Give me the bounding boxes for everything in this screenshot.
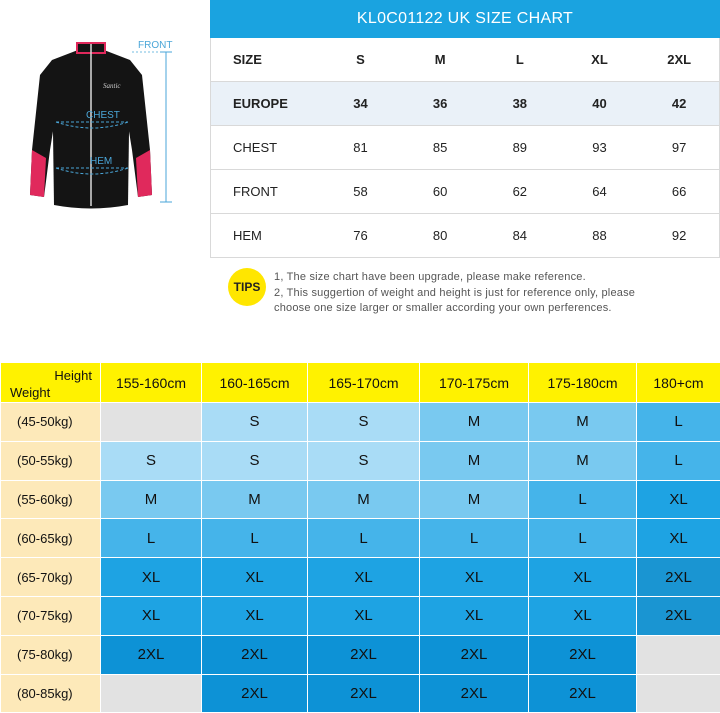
size-chart <box>210 0 720 258</box>
size-chart-cell: 93 <box>560 140 640 155</box>
weight-row <box>1 635 720 674</box>
size-chart-cell: 81 <box>321 140 401 155</box>
tips-badge: TIPS <box>228 268 266 306</box>
weight-row <box>1 403 720 442</box>
weight-label-cell: (80-85kg) <box>1 674 101 713</box>
size-recommendation-cell: XL <box>202 596 308 635</box>
size-recommendation-cell: L <box>420 519 529 558</box>
tips-text <box>274 270 714 317</box>
weight-label-cell: (60-65kg) <box>1 519 101 558</box>
size-recommendation-cell: XL <box>637 519 720 558</box>
size-recommendation-cell: M <box>202 480 308 519</box>
size-chart-cell: 58 <box>321 184 401 199</box>
weight-label-cell: (55-60kg) <box>1 480 101 519</box>
grid-corner <box>1 363 101 403</box>
size-chart-cell: 40 <box>560 96 640 111</box>
empty-cell <box>637 674 720 713</box>
size-recommendation-cell: XL <box>529 596 637 635</box>
size-chart-row <box>210 38 720 82</box>
jacket-illustration <box>0 30 210 215</box>
weight-label-cell: (50-55kg) <box>1 441 101 480</box>
size-recommendation-cell: M <box>101 480 202 519</box>
size-recommendation-cell: S <box>308 403 420 442</box>
size-chart-row-label: HEM <box>211 228 321 243</box>
size-chart-cell: S <box>321 52 401 67</box>
size-chart-cell: 84 <box>480 228 560 243</box>
weight-row <box>1 441 720 480</box>
size-recommendation-cell: M <box>529 403 637 442</box>
size-recommendation-cell: 2XL <box>529 635 637 674</box>
size-recommendation-cell: 2XL <box>420 635 529 674</box>
weight-label-cell: (65-70kg) <box>1 558 101 597</box>
size-recommendation-cell: S <box>101 441 202 480</box>
height-header-cell: 165-170cm <box>308 363 420 403</box>
size-recommendation-cell: XL <box>420 558 529 597</box>
size-recommendation-cell: L <box>202 519 308 558</box>
size-recommendation-cell: 2XL <box>202 674 308 713</box>
size-recommendation-cell: XL <box>101 558 202 597</box>
size-chart-row <box>210 82 720 126</box>
size-recommendation-cell: XL <box>308 558 420 597</box>
size-chart-row-label: EUROPE <box>211 96 321 111</box>
size-chart-cell: L <box>480 52 560 67</box>
size-chart-row-label: SIZE <box>211 52 321 67</box>
height-axis-label: Height <box>54 368 92 383</box>
size-chart-cell: 60 <box>400 184 480 199</box>
size-recommendation-cell: XL <box>420 596 529 635</box>
size-chart-cell: 76 <box>321 228 401 243</box>
size-chart-cell: 34 <box>321 96 401 111</box>
empty-cell <box>101 674 202 713</box>
size-recommendation-cell: 2XL <box>101 635 202 674</box>
tips-line-1: 1, The size chart have been upgrade, please make reference. <box>274 270 714 286</box>
size-recommendation-cell: L <box>637 441 720 480</box>
size-recommendation-cell: XL <box>202 558 308 597</box>
height-header-cell: 175-180cm <box>529 363 637 403</box>
weight-row <box>1 596 720 635</box>
weight-row <box>1 558 720 597</box>
height-weight-grid <box>0 362 720 713</box>
size-chart-cell: 42 <box>639 96 719 111</box>
height-header-row <box>1 363 720 403</box>
empty-cell <box>637 635 720 674</box>
weight-axis-label: Weight <box>10 385 50 400</box>
size-chart-cell: 85 <box>400 140 480 155</box>
size-chart-cell: 89 <box>480 140 560 155</box>
size-recommendation-cell: XL <box>529 558 637 597</box>
size-chart-row <box>210 126 720 170</box>
size-recommendation-cell: M <box>308 480 420 519</box>
size-recommendation-cell: M <box>420 480 529 519</box>
size-recommendation-cell: 2XL <box>637 558 720 597</box>
size-recommendation-cell: S <box>202 441 308 480</box>
size-recommendation-cell: S <box>202 403 308 442</box>
weight-label-cell: (45-50kg) <box>1 403 101 442</box>
height-header-cell: 170-175cm <box>420 363 529 403</box>
weight-label-cell: (70-75kg) <box>1 596 101 635</box>
size-recommendation-cell: 2XL <box>420 674 529 713</box>
size-chart-cell: 62 <box>480 184 560 199</box>
size-recommendation-cell: XL <box>308 596 420 635</box>
size-recommendation-cell: 2XL <box>529 674 637 713</box>
size-chart-cell: 38 <box>480 96 560 111</box>
size-chart-cell: 2XL <box>639 52 719 67</box>
size-chart-row <box>210 214 720 258</box>
weight-row <box>1 519 720 558</box>
jacket-image <box>0 30 210 215</box>
size-chart-cell: 64 <box>560 184 640 199</box>
size-recommendation-cell: L <box>308 519 420 558</box>
size-recommendation-cell: L <box>529 519 637 558</box>
size-chart-row <box>210 170 720 214</box>
size-recommendation-cell: XL <box>637 480 720 519</box>
chest-label: CHEST <box>86 110 120 121</box>
size-chart-row-label: FRONT <box>211 184 321 199</box>
size-recommendation-cell: 2XL <box>202 635 308 674</box>
size-chart-cell: 88 <box>560 228 640 243</box>
size-recommendation-cell: 2XL <box>637 596 720 635</box>
size-chart-cell: 66 <box>639 184 719 199</box>
size-chart-cell: 92 <box>639 228 719 243</box>
size-chart-cell: 80 <box>400 228 480 243</box>
size-recommendation-cell: M <box>529 441 637 480</box>
size-recommendation-cell: L <box>529 480 637 519</box>
size-recommendation-cell: S <box>308 441 420 480</box>
size-chart-cell: 36 <box>400 96 480 111</box>
height-header-cell: 160-165cm <box>202 363 308 403</box>
size-chart-cell: 97 <box>639 140 719 155</box>
size-recommendation-cell: 2XL <box>308 635 420 674</box>
height-header-cell: 155-160cm <box>101 363 202 403</box>
size-recommendation-cell: M <box>420 441 529 480</box>
size-recommendation-cell: M <box>420 403 529 442</box>
weight-label-cell: (75-80kg) <box>1 635 101 674</box>
weight-row <box>1 480 720 519</box>
svg-text:Santic: Santic <box>103 82 121 90</box>
size-chart-cell: M <box>400 52 480 67</box>
size-chart-cell: XL <box>560 52 640 67</box>
tips-line-3: choose one size larger or smaller according your own perferences. <box>274 301 714 317</box>
front-label: FRONT <box>138 40 172 51</box>
size-chart-title: KL0C01122 UK SIZE CHART <box>210 0 720 38</box>
size-recommendation-cell: L <box>637 403 720 442</box>
size-recommendation-cell: L <box>101 519 202 558</box>
size-recommendation-cell: XL <box>101 596 202 635</box>
size-chart-row-label: CHEST <box>211 140 321 155</box>
tips-line-2: 2, This suggertion of weight and height is just for reference only, please <box>274 286 714 302</box>
weight-row <box>1 674 720 713</box>
hem-label: HEM <box>90 156 112 167</box>
empty-cell <box>101 403 202 442</box>
height-header-cell: 180+cm <box>637 363 720 403</box>
size-chart-rows <box>210 38 720 258</box>
size-recommendation-cell: 2XL <box>308 674 420 713</box>
